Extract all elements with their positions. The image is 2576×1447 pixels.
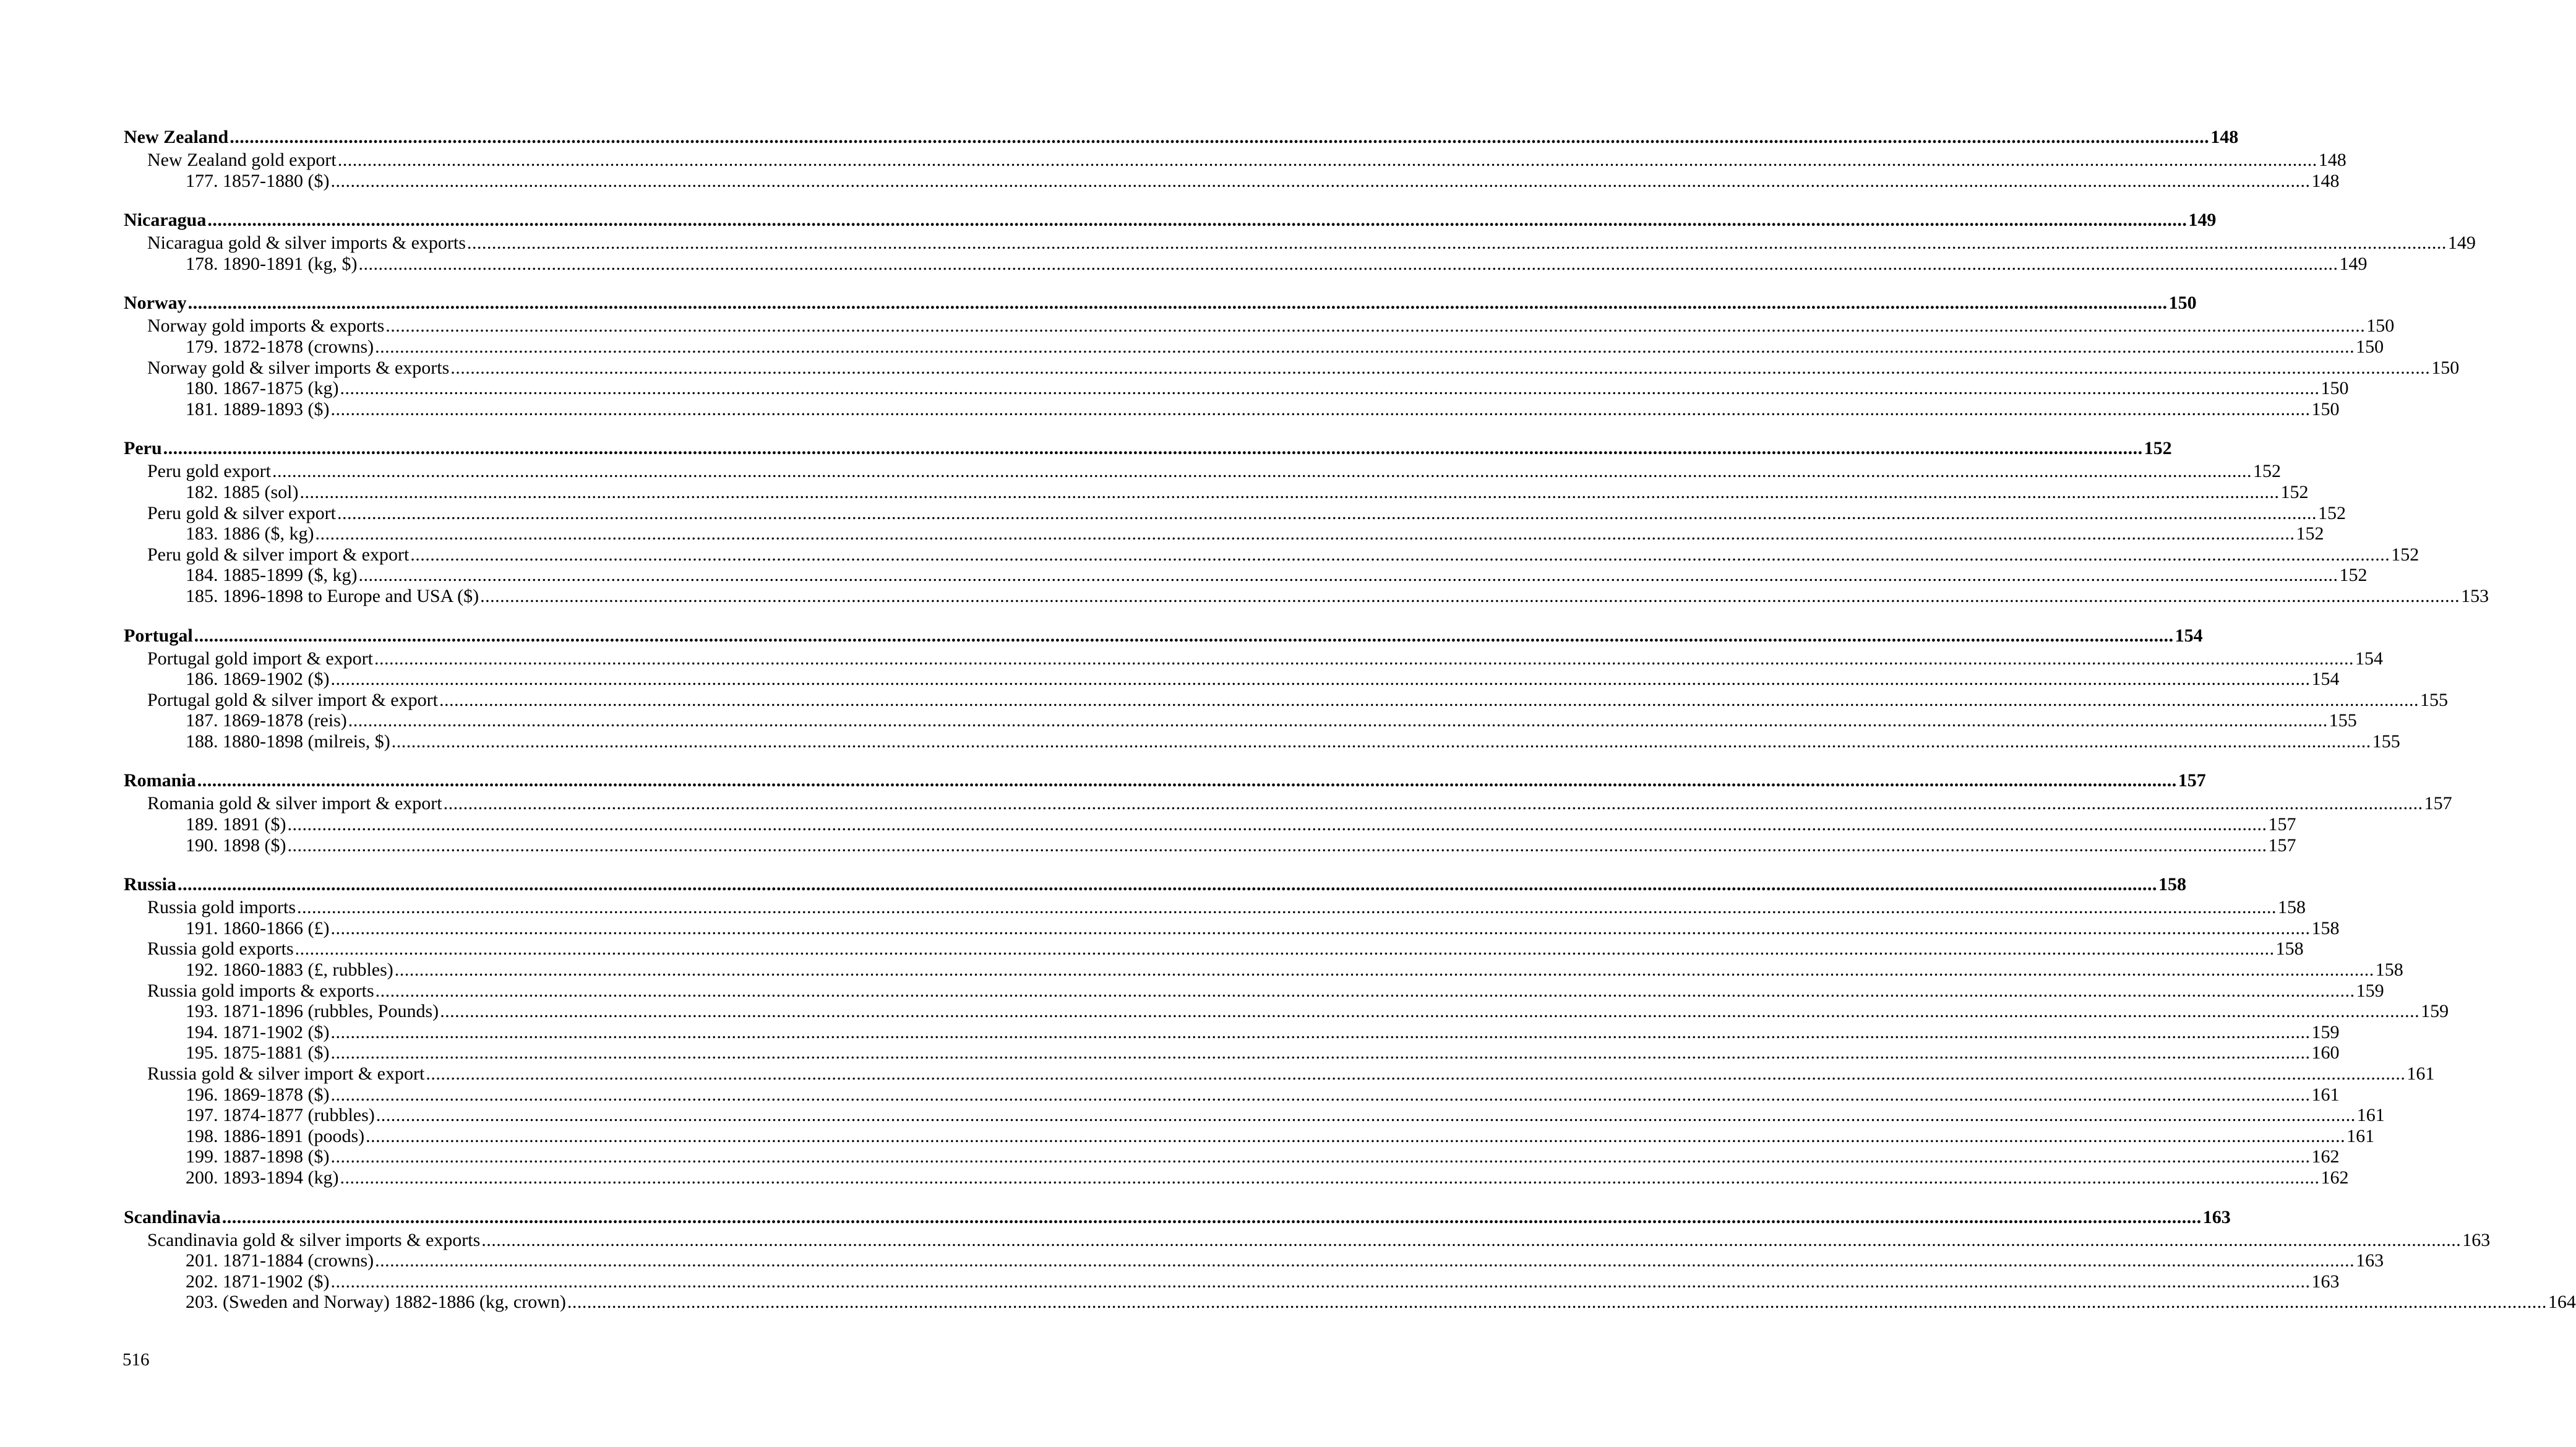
toc-subheading [124, 938, 2304, 960]
toc-subheading-page-number: 159 [2356, 980, 2384, 1001]
toc-subheading-label: Romania gold & silver import & export [147, 793, 442, 814]
dot-leader: ................................................................................................................................................................................................................................................................................................................................................................................................................ [375, 980, 2355, 1001]
table-of-contents [124, 125, 2576, 1329]
toc-table-entry-page-number: 159 [2421, 1001, 2449, 1022]
toc-table-entry-label: 179. 1872-1878 (crowns) [186, 336, 374, 357]
toc-subheading [124, 461, 2281, 482]
toc-subheading-label: Peru gold & silver export [147, 502, 336, 523]
toc-table-entry [124, 1167, 2349, 1188]
dot-leader: ................................................................................................................................................................................................................................................................................................................................................................................................................ [394, 960, 2374, 981]
dot-leader: ................................................................................................................................................................................................................................................................................................................................................................................................................ [330, 1271, 2311, 1292]
toc-country-heading [124, 768, 2206, 793]
dot-leader: ................................................................................................................................................................................................................................................................................................................................................................................................................ [385, 316, 2366, 337]
dot-leader: ................................................................................................................................................................................................................................................................................................................................................................................................................ [194, 625, 2174, 646]
toc-subheading-label: Russia gold imports & exports [147, 980, 374, 1001]
toc-table-entry-page-number: 152 [2280, 481, 2309, 502]
toc-table-entry [124, 731, 2400, 752]
toc-country-heading-label: Portugal [124, 625, 193, 646]
dot-leader: ................................................................................................................................................................................................................................................................................................................................................................................................................ [376, 1105, 2356, 1126]
toc-subheading-label: Portugal gold import & export [147, 648, 373, 669]
toc-table-entry-page-number: 160 [2311, 1042, 2340, 1063]
toc-table-entry-label: 203. (Sweden and Norway) 1882-1886 (kg, crown) [186, 1292, 566, 1313]
toc-table-entry-page-number: 152 [2339, 565, 2368, 586]
dot-leader: ................................................................................................................................................................................................................................................................................................................................................................................................................ [450, 357, 2431, 378]
toc-country-heading-page-number: 154 [2175, 625, 2203, 646]
dot-leader: ................................................................................................................................................................................................................................................................................................................................................................................................................ [330, 398, 2311, 419]
toc-table-entry [124, 398, 2340, 420]
toc-subheading [124, 793, 2452, 814]
toc-table-entry-label: 198. 1886-1891 (poods) [186, 1125, 365, 1146]
toc-table-entry-label: 187. 1869-1878 (reis) [186, 710, 347, 731]
dot-leader: ................................................................................................................................................................................................................................................................................................................................................................................................................ [197, 770, 2177, 791]
toc-subheading-page-number: 158 [2275, 938, 2304, 960]
toc-subheading-label: Portugal gold & silver import & export [147, 689, 438, 710]
dot-leader: ................................................................................................................................................................................................................................................................................................................................................................................................................ [366, 1125, 2346, 1146]
dot-leader: ................................................................................................................................................................................................................................................................................................................................................................................................................ [330, 1042, 2311, 1063]
toc-table-entry [124, 710, 2357, 731]
toc-table-entry-page-number: 155 [2329, 710, 2357, 731]
toc-table-entry-label: 188. 1880-1898 (milreis, $) [186, 731, 390, 752]
dot-leader: ................................................................................................................................................................................................................................................................................................................................................................................................................ [410, 544, 2390, 565]
toc-table-entry-label: 191. 1860-1866 (£) [186, 917, 330, 938]
toc-subheading-label: New Zealand gold export [147, 150, 337, 170]
toc-subheading [124, 357, 2460, 379]
toc-table-entry [124, 523, 2324, 544]
toc-table-entry-page-number: 157 [2268, 835, 2296, 856]
toc-subheading-label: Norway gold & silver imports & exports [147, 357, 450, 378]
dot-leader: ................................................................................................................................................................................................................................................................................................................................................................................................................ [163, 438, 2143, 459]
toc-country-heading-label: Romania [124, 770, 196, 791]
toc-subheading [124, 648, 2383, 669]
toc-country-heading-label: New Zealand [124, 127, 229, 147]
toc-table-entry-label: 182. 1885 (sol) [186, 481, 299, 502]
toc-subheading-page-number: 150 [2431, 357, 2460, 378]
toc-table-entry-label: 186. 1869-1902 ($) [186, 669, 330, 690]
dot-leader: ................................................................................................................................................................................................................................................................................................................................................................................................................ [426, 1063, 2406, 1084]
dot-leader: ................................................................................................................................................................................................................................................................................................................................................................................................................ [330, 1084, 2311, 1105]
toc-table-entry-page-number: 162 [2311, 1146, 2340, 1167]
toc-table-entry-page-number: 153 [2461, 585, 2489, 606]
toc-subheading-label: Scandinavia gold & silver imports & exports [147, 1229, 481, 1250]
toc-table-entry-page-number: 148 [2311, 170, 2340, 191]
toc-table-entry [124, 253, 2368, 275]
toc-table-entry [124, 835, 2296, 856]
dot-leader: ................................................................................................................................................................................................................................................................................................................................................................................................................ [221, 1206, 2202, 1227]
toc-table-entry-page-number: 158 [2375, 960, 2403, 981]
toc-table-entry-label: 184. 1885-1899 ($, kg) [186, 565, 358, 586]
toc-subheading-page-number: 152 [2252, 461, 2281, 482]
toc-table-entry-page-number: 162 [2321, 1167, 2349, 1188]
toc-table-entry [124, 917, 2340, 939]
toc-subheading-label: Russia gold imports [147, 897, 296, 918]
dot-leader: ................................................................................................................................................................................................................................................................................................................................................................................................................ [178, 874, 2158, 895]
toc-subheading [124, 689, 2448, 711]
toc-table-entry [124, 1084, 2340, 1106]
toc-subheading-label: Norway gold imports & exports [147, 316, 385, 337]
toc-subheading [124, 897, 2306, 918]
dot-leader: ................................................................................................................................................................................................................................................................................................................................................................................................................ [272, 461, 2252, 482]
toc-table-entry [124, 1292, 2576, 1313]
toc-table-entry-label: 180. 1867-1875 (kg) [186, 378, 339, 399]
toc-country-heading [124, 291, 2197, 316]
toc-table-entry [124, 669, 2340, 690]
toc-subheading-label: Peru gold & silver import & export [147, 544, 410, 565]
toc-country-heading [124, 436, 2172, 461]
toc-table-entry-page-number: 164 [2548, 1292, 2576, 1313]
dot-leader: ................................................................................................................................................................................................................................................................................................................................................................................................................ [315, 523, 2295, 544]
toc-table-entry [124, 1250, 2384, 1271]
dot-leader: ................................................................................................................................................................................................................................................................................................................................................................................................................ [440, 1001, 2420, 1022]
toc-subheading [124, 980, 2384, 1002]
toc-table-entry-page-number: 163 [2356, 1250, 2384, 1271]
dot-leader: ................................................................................................................................................................................................................................................................................................................................................................................................................ [466, 233, 2447, 254]
dot-leader: ................................................................................................................................................................................................................................................................................................................................................................................................................ [230, 127, 2210, 147]
toc-table-entry-label: 178. 1890-1891 (kg, $) [186, 253, 358, 274]
dot-leader: ................................................................................................................................................................................................................................................................................................................................................................................................................ [287, 835, 2267, 856]
dot-leader: ................................................................................................................................................................................................................................................................................................................................................................................................................ [340, 378, 2320, 399]
toc-country-heading-label: Norway [124, 293, 187, 314]
toc-table-entry [124, 814, 2296, 835]
dot-leader: ................................................................................................................................................................................................................................................................................................................................................................................................................ [375, 336, 2355, 357]
dot-leader: ................................................................................................................................................................................................................................................................................................................................................................................................................ [330, 170, 2311, 191]
toc-table-entry-label: 194. 1871-1902 ($) [186, 1021, 330, 1042]
dot-leader: ................................................................................................................................................................................................................................................................................................................................................................................................................ [207, 210, 2187, 231]
toc-table-entry-label: 199. 1887-1898 ($) [186, 1146, 330, 1167]
toc-country-heading-page-number: 149 [2188, 210, 2217, 231]
toc-table-entry [124, 170, 2340, 192]
toc-table-entry-page-number: 150 [2356, 336, 2384, 357]
dot-leader: ................................................................................................................................................................................................................................................................................................................................................................................................................ [443, 793, 2423, 814]
toc-country-heading-page-number: 150 [2168, 293, 2197, 314]
toc-table-entry-page-number: 161 [2346, 1125, 2375, 1146]
toc-subheading [124, 1063, 2435, 1084]
toc-section [124, 768, 2452, 856]
toc-subheading [124, 316, 2395, 337]
toc-country-heading [124, 125, 2239, 150]
dot-leader: ................................................................................................................................................................................................................................................................................................................................................................................................................ [358, 565, 2338, 586]
toc-table-entry-page-number: 161 [2311, 1084, 2340, 1105]
toc-table-entry-label: 197. 1874-1877 (rubbles) [186, 1105, 375, 1126]
toc-table-entry-label: 196. 1869-1878 ($) [186, 1084, 330, 1105]
toc-subheading-page-number: 161 [2406, 1063, 2435, 1084]
toc-table-entry-label: 201. 1871-1884 (crowns) [186, 1250, 374, 1271]
toc-country-heading-label: Russia [124, 874, 177, 895]
toc-table-entry-page-number: 154 [2311, 669, 2340, 690]
toc-country-heading [124, 208, 2217, 233]
toc-table-entry-page-number: 161 [2356, 1105, 2385, 1126]
toc-table-entry-page-number: 157 [2268, 814, 2296, 835]
dot-leader: ................................................................................................................................................................................................................................................................................................................................................................................................................ [294, 938, 2275, 960]
dot-leader: ................................................................................................................................................................................................................................................................................................................................................................................................................ [187, 293, 2168, 314]
toc-country-heading-label: Scandinavia [124, 1206, 221, 1227]
toc-table-entry-page-number: 159 [2311, 1021, 2340, 1042]
dot-leader: ................................................................................................................................................................................................................................................................................................................................................................................................................ [337, 502, 2317, 523]
toc-table-entry [124, 1146, 2340, 1167]
toc-subheading-page-number: 154 [2355, 648, 2383, 669]
toc-section [124, 291, 2460, 419]
toc-table-entry [124, 336, 2384, 358]
dot-leader: ................................................................................................................................................................................................................................................................................................................................................................................................................ [297, 897, 2277, 918]
dot-leader: ................................................................................................................................................................................................................................................................................................................................................................................................................ [358, 253, 2338, 274]
dot-leader: ................................................................................................................................................................................................................................................................................................................................................................................................................ [348, 710, 2328, 731]
toc-table-entry [124, 1021, 2340, 1043]
toc-country-heading-page-number: 148 [2210, 127, 2239, 147]
toc-table-entry-label: 177. 1857-1880 ($) [186, 170, 330, 191]
dot-leader: ................................................................................................................................................................................................................................................................................................................................................................................................................ [337, 150, 2317, 170]
dot-leader: ................................................................................................................................................................................................................................................................................................................................................................................................................ [340, 1167, 2320, 1188]
dot-leader: ................................................................................................................................................................................................................................................................................................................................................................................................................ [567, 1292, 2547, 1313]
dot-leader: ................................................................................................................................................................................................................................................................................................................................................................................................................ [287, 814, 2267, 835]
toc-table-entry-page-number: 158 [2311, 917, 2340, 938]
toc-table-entry-page-number: 150 [2321, 378, 2349, 399]
toc-table-entry-label: 189. 1891 ($) [186, 814, 286, 835]
toc-subheading-page-number: 150 [2366, 316, 2395, 337]
toc-subheading [124, 150, 2346, 171]
toc-subheading [124, 502, 2346, 524]
toc-table-entry [124, 565, 2368, 586]
toc-table-entry-page-number: 150 [2311, 398, 2340, 419]
toc-table-entry-label: 195. 1875-1881 ($) [186, 1042, 330, 1063]
toc-subheading [124, 233, 2476, 254]
dot-leader: ................................................................................................................................................................................................................................................................................................................................................................................................................ [481, 1229, 2462, 1250]
toc-table-entry [124, 1125, 2375, 1147]
toc-table-entry-label: 202. 1871-1902 ($) [186, 1271, 330, 1292]
toc-table-entry-label: 200. 1893-1894 (kg) [186, 1167, 339, 1188]
toc-country-heading-page-number: 163 [2202, 1206, 2231, 1227]
toc-subheading-page-number: 152 [2391, 544, 2419, 565]
toc-country-heading-label: Peru [124, 438, 162, 459]
toc-country-heading-label: Nicaragua [124, 210, 207, 231]
dot-leader: ................................................................................................................................................................................................................................................................................................................................................................................................................ [330, 1146, 2311, 1167]
toc-table-entry-page-number: 163 [2311, 1271, 2340, 1292]
dot-leader: ................................................................................................................................................................................................................................................................................................................................................................................................................ [299, 481, 2280, 502]
toc-table-entry [124, 585, 2489, 607]
toc-subheading-page-number: 158 [2278, 897, 2306, 918]
toc-country-heading-page-number: 158 [2158, 874, 2187, 895]
toc-table-entry [124, 481, 2309, 503]
toc-table-entry-label: 190. 1898 ($) [186, 835, 286, 856]
toc-table-entry [124, 378, 2349, 399]
toc-table-entry-page-number: 149 [2339, 253, 2368, 274]
toc-country-heading [124, 1205, 2231, 1230]
dot-leader: ................................................................................................................................................................................................................................................................................................................................................................................................................ [480, 585, 2460, 606]
toc-subheading-page-number: 152 [2317, 502, 2346, 523]
toc-section [124, 125, 2346, 191]
dot-leader: ................................................................................................................................................................................................................................................................................................................................................................................................................ [375, 1250, 2355, 1271]
toc-country-heading [124, 624, 2203, 648]
toc-subheading-label: Nicaragua gold & silver imports & exports [147, 233, 466, 254]
toc-table-entry [124, 1105, 2385, 1126]
toc-section [124, 624, 2448, 752]
toc-section [124, 208, 2476, 274]
toc-subheading-label: Peru gold export [147, 461, 271, 482]
dot-leader: ................................................................................................................................................................................................................................................................................................................................................................................................................ [330, 917, 2311, 938]
toc-table-entry [124, 1271, 2340, 1292]
toc-subheading-label: Russia gold exports [147, 938, 294, 960]
toc-table-entry-page-number: 155 [2372, 731, 2400, 752]
dot-leader: ................................................................................................................................................................................................................................................................................................................................................................................................................ [391, 731, 2371, 752]
toc-country-heading-page-number: 152 [2144, 438, 2172, 459]
toc-table-entry [124, 960, 2403, 981]
toc-section [124, 872, 2449, 1188]
toc-table-entry-label: 183. 1886 ($, kg) [186, 523, 314, 544]
toc-section [124, 1205, 2576, 1313]
toc-table-entry-label: 193. 1871-1896 (rubbles, Pounds) [186, 1001, 439, 1022]
toc-subheading-label: Russia gold & silver import & export [147, 1063, 425, 1084]
toc-subheading-page-number: 149 [2447, 233, 2476, 254]
dot-leader: ................................................................................................................................................................................................................................................................................................................................................................................................................ [374, 648, 2354, 669]
toc-subheading-page-number: 157 [2424, 793, 2452, 814]
toc-table-entry-label: 181. 1889-1893 ($) [186, 398, 330, 419]
toc-section [124, 436, 2489, 606]
toc-country-heading-page-number: 157 [2178, 770, 2206, 791]
dot-leader: ................................................................................................................................................................................................................................................................................................................................................................................................................ [330, 1021, 2311, 1042]
toc-subheading [124, 1229, 2491, 1251]
toc-subheading [124, 544, 2419, 565]
dot-leader: ................................................................................................................................................................................................................................................................................................................................................................................................................ [439, 689, 2419, 710]
page-number: 516 [122, 1350, 150, 1370]
toc-table-entry [124, 1001, 2449, 1022]
toc-subheading-page-number: 163 [2462, 1229, 2491, 1250]
toc-country-heading [124, 872, 2187, 897]
dot-leader: ................................................................................................................................................................................................................................................................................................................................................................................................................ [330, 669, 2311, 690]
toc-table-entry [124, 1042, 2340, 1063]
toc-subheading-page-number: 148 [2318, 150, 2346, 170]
toc-table-entry-label: 192. 1860-1883 (£, rubbles) [186, 960, 393, 981]
toc-table-entry-page-number: 152 [2296, 523, 2324, 544]
toc-subheading-page-number: 155 [2419, 689, 2448, 710]
toc-table-entry-label: 185. 1896-1898 to Europe and USA ($) [186, 585, 479, 606]
